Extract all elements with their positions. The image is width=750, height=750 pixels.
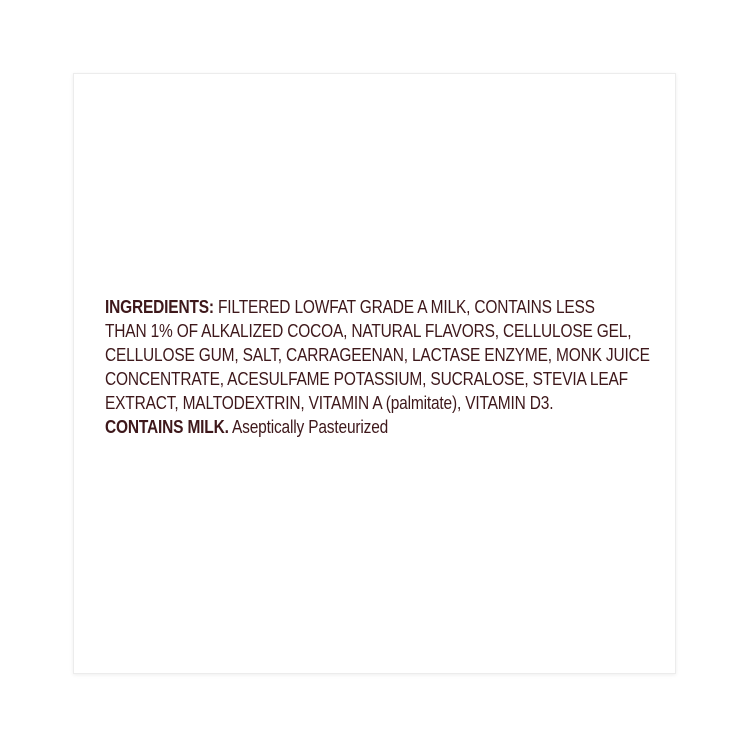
ingredients-line-text: THAN 1% OF ALKALIZED COCOA, NATURAL FLAVORS, CELLULOSE GEL, [105, 321, 632, 341]
ingredients-line-text: CELLULOSE GUM, SALT, CARRAGEENAN, LACTASE ENZYME, MONK JUICE [105, 345, 650, 365]
pasteurization-note: Aseptically Pasteurized [228, 417, 389, 437]
ingredients-line [105, 319, 650, 343]
ingredients-line [105, 415, 650, 439]
ingredients-line-text: CONCENTRATE, ACESULFAME POTASSIUM, SUCRALOSE, STEVIA LEAF [105, 369, 628, 389]
ingredients-line [105, 295, 650, 319]
ingredients-line [105, 367, 650, 391]
ingredients-heading: INGREDIENTS: [105, 297, 214, 317]
ingredients-line-text: FILTERED LOWFAT GRADE A MILK, CONTAINS LESS [213, 297, 595, 317]
ingredient-label-panel [105, 295, 650, 439]
contains-milk-statement: CONTAINS MILK. [105, 417, 229, 437]
ingredients-line [105, 391, 650, 415]
ingredients-line [105, 343, 650, 367]
product-image-card [73, 73, 676, 674]
ingredients-line-text: EXTRACT, MALTODEXTRIN, VITAMIN A (palmitate), VITAMIN D3. [105, 393, 554, 413]
